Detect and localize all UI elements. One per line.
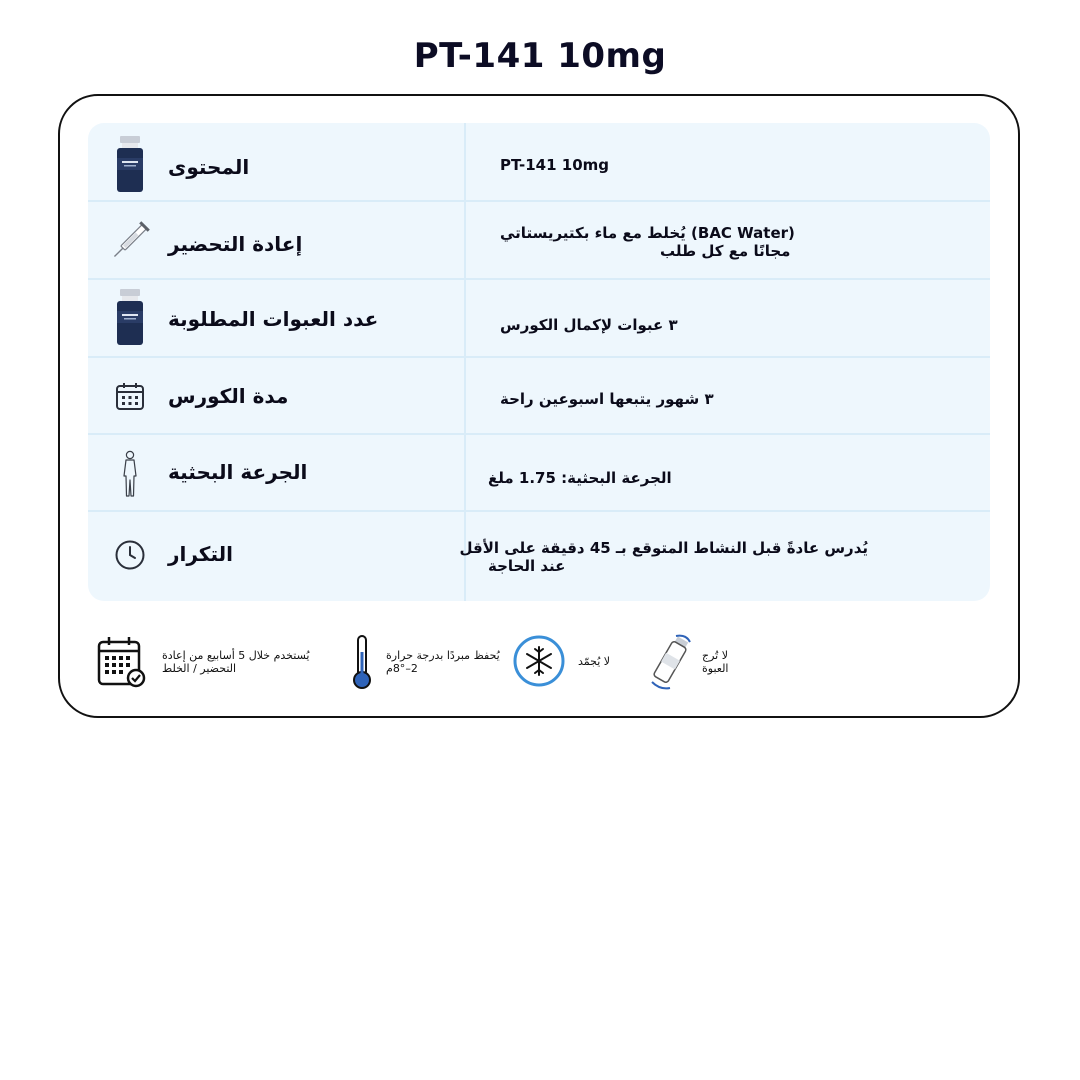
syringe-icon	[110, 212, 150, 270]
human-figure-icon	[110, 445, 150, 503]
vial-icon	[110, 135, 150, 193]
footer-text-refrigerate: يُحفظ مبردًا بدرجة حرارة 2–8°م	[386, 649, 500, 675]
page-title: PT-141 10mg	[413, 36, 667, 76]
info-table	[88, 123, 990, 601]
row-value-course-duration: ٣ شهور يتبعها اسبوعين راحة	[500, 390, 714, 408]
footer-text-use-within: يُستخدم خلال 5 أسابيع من إعادة التحضير / الخلط	[162, 649, 310, 675]
row-value-content: PT-141 10mg	[500, 156, 610, 174]
row-label-research-dose: الجرعة البحثية	[168, 460, 308, 484]
thermometer-icon	[350, 634, 374, 690]
table-row	[88, 512, 990, 601]
shake-vial-icon	[646, 632, 694, 692]
row-value-research-dose: الجرعة البحثية: 1.75 ملغ	[488, 469, 672, 487]
table-row	[88, 123, 990, 202]
table-row	[88, 280, 990, 358]
row-value-frequency: يُدرس عادةً قبل النشاط المتوقع بـ 45 دقيقة على الأقل عند الحاجة	[459, 539, 868, 575]
row-label-content: المحتوى	[168, 155, 250, 179]
calendar-icon	[110, 367, 150, 425]
vial-icon	[110, 288, 150, 346]
table-row	[88, 435, 990, 512]
table-row	[88, 202, 990, 280]
row-label-vials-needed: عدد العبوات المطلوبة	[168, 307, 379, 331]
footer-text-no-freeze: لا يُجمّد	[578, 654, 611, 668]
calendar-check-icon	[96, 634, 148, 690]
row-label-frequency: التكرار	[168, 542, 233, 566]
snowflake-icon	[512, 634, 566, 688]
row-value-reconstitution: (BAC Water) يُخلط مع ماء بكتيريستاتي مجانًا مع كل طلب	[500, 224, 795, 260]
row-label-course-duration: مدة الكورس	[168, 384, 289, 408]
row-value-vials-needed: ٣ عبوات لإكمال الكورس	[500, 316, 678, 334]
footer-item-refrigerate	[350, 634, 506, 690]
clock-icon	[110, 526, 150, 584]
row-label-reconstitution: إعادة التحضير	[168, 232, 303, 256]
table-row	[88, 358, 990, 435]
footer-item-no-freeze	[512, 634, 638, 688]
footer-text-no-shake: لا تُرج العبوة	[702, 649, 729, 675]
footer-item-no-shake	[646, 632, 752, 692]
footer-item-use-within	[96, 634, 322, 690]
